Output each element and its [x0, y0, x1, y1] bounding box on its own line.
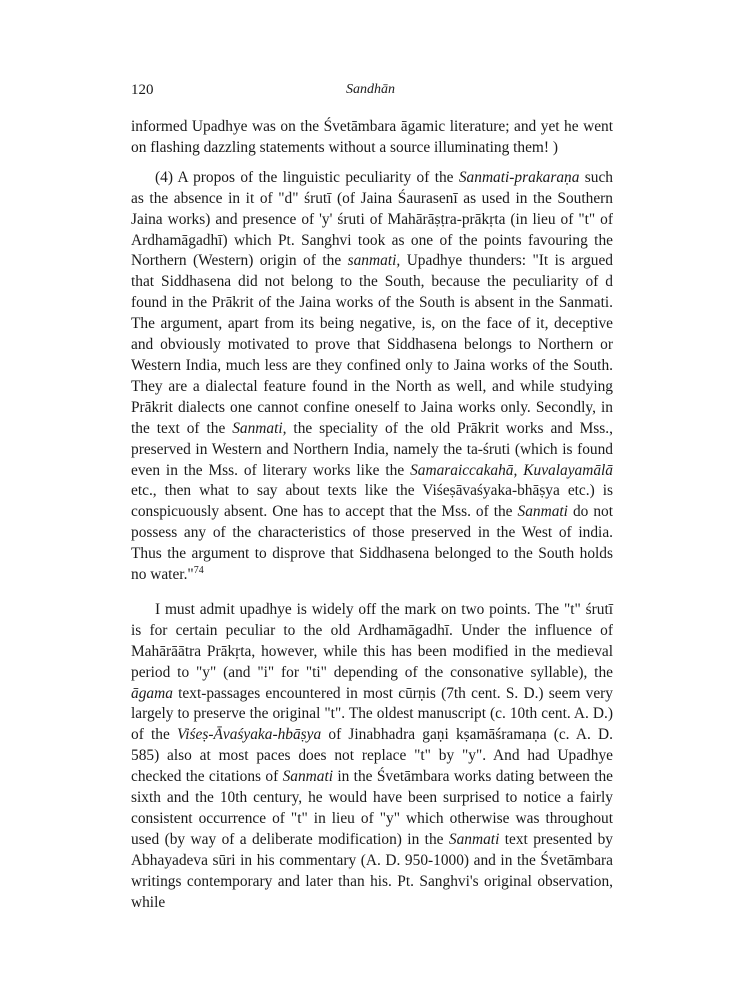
text-run: informed Upadhye was on the Śvetāmbara āgamic literature; and yet he went on flashing dazzling statements without a source illuminating them! ): [131, 118, 613, 156]
text-run: etc., then what to say about texts like the Viśeṣāvaśyaka-bhāṣya etc.) is conspicuously absent. One has to accept that the Mss. of the: [131, 482, 613, 521]
text-run: text presented by Abhayadeva sūri in his commentary (A. D. 950-1000) and in the Śvetāmbara writings contemporary and later than his. Pt. Sanghvi's original observation, while: [131, 830, 613, 911]
italic-term: Sanmati: [282, 768, 334, 786]
text-run: in the Śvetāmbara works dating between the sixth and the 10th century, he would have been surprised to notice a fairly consistent occurrence of "t" in lieu of "y" which otherwise was throughout used (by way of a deliberate modification) in the: [131, 768, 613, 848]
italic-term: āgama: [131, 684, 173, 702]
text-run: text-passages encountered in most cūrṇis (7th cent. S. D.) seem very largely to preserve the original "t". The oldest manuscript (c. 10th cent. A. D.) of the: [131, 684, 613, 744]
footnote-reference: 74: [193, 564, 204, 576]
running-title: Sandhān: [346, 82, 395, 97]
italic-term: Sanmati,: [232, 419, 287, 437]
paragraph-1: [131, 117, 613, 159]
italic-term: Viśeṣ-Āvaśyaka-hbāṣya: [177, 726, 322, 744]
text-run: the speciality of the old Prākrit works and Mss., preserved in Western and Northern India, namely the ta-śruti (which is found even in the Mss. of literary works like the: [131, 419, 613, 479]
page-header: [131, 82, 611, 104]
italic-term: Sanmati: [517, 503, 568, 521]
page-number: 120: [131, 82, 154, 98]
text-run: Upadhye thunders: "It is argued that Siddhasena did not belong to the South, because the peculiarity of d found in the Prākrit of the Jaina works of the South is absent in the Sanmati. The argument, apart from its being negative, is, on the face of it, deceptive and obviously motivated to prove that Siddhasena belongs to Northern or Western India, much less are they confined only to Jaina works of the South. They are a dialectal feature found in the North as well, and while studying Prākrit dialects one cannot confine oneself to Jaina works only. Secondly, in the text of the: [131, 252, 613, 437]
italic-term: sanmati,: [347, 252, 401, 270]
text-run: I must admit upadhye is widely off the mark on two points. The "t" śrutī is for certain peculiar to the old Ardhamāgadhī. Under the influence of Mahārāātra Prākṛta, however, while this has been modified in the medieval period to "y" (and "i" for "ti" depending of the consonative syllable), the: [131, 600, 613, 681]
body-text: [131, 117, 613, 914]
text-run: of Jinabhadra gaṇi kṣamāśramaṇa (c. A. D. 585) also at most paces does not replace "t" by "y". And had Upadhye checked the citations of: [131, 726, 613, 786]
text-run: (4) A propos of the linguistic peculiarity of the: [155, 168, 459, 186]
italic-term: Samaraiccakahā, Kuvalayamālā: [410, 461, 613, 479]
text-run: do not possess any of the characteristics of those preserved in the West of india. Thus the argument to disprove that Siddhasena belonged to the South holds no water.": [131, 503, 613, 584]
text-run: such as the absence in it of "d" śrutī (of Jaina Śaurasenī as used in the Southern Jaina works) and presence of 'y' śruti of Mahārāṣṭra-prākṛta (in lieu of "t" of Ardhamāgadhī) which Pt. Sanghvi took as one of the points favouring the Northern (Western) origin of the: [131, 168, 613, 270]
paragraph-2: [131, 168, 613, 586]
italic-term: Sanmati-prakaraṇa: [458, 168, 580, 186]
paragraph-3: [131, 600, 613, 914]
italic-term: Sanmati: [448, 830, 500, 848]
